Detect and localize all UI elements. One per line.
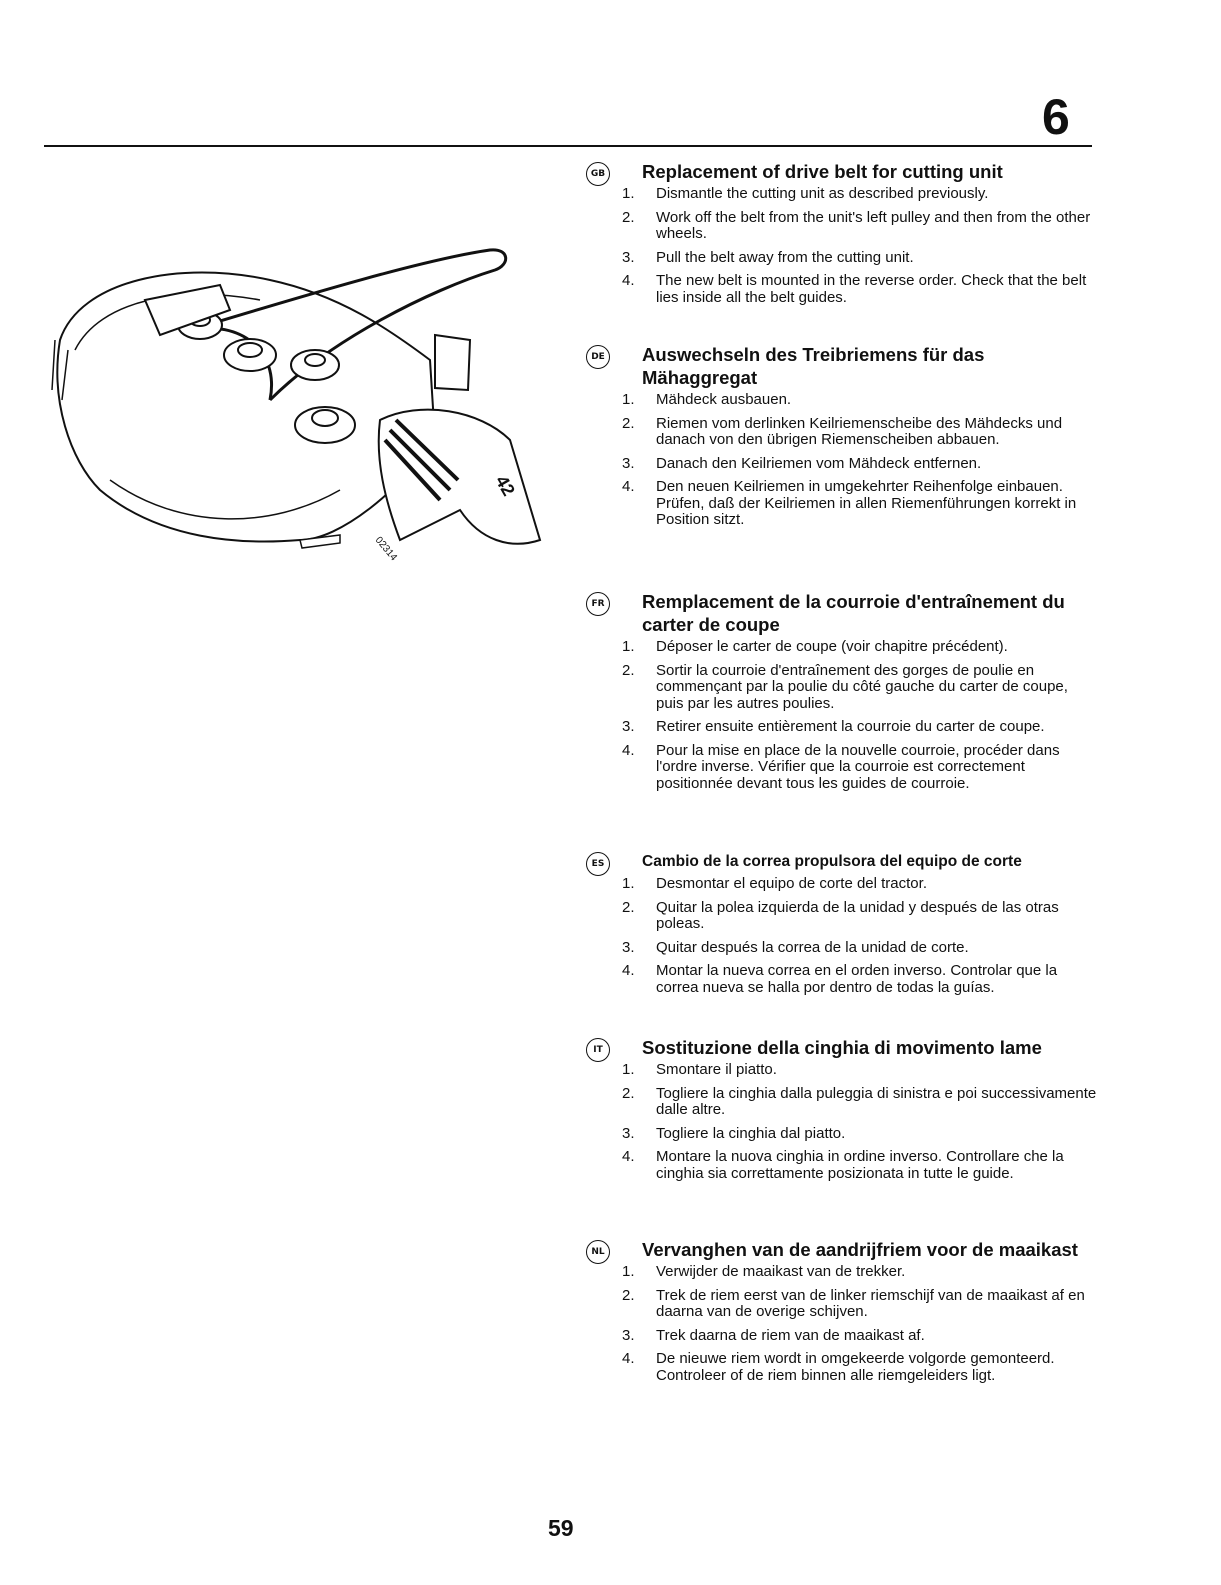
step-item: 2. Work off the belt from the unit's left pulley and then from the other wheels. bbox=[622, 208, 1091, 242]
step-item: 3. Trek daarna de riem van de maaikast af. bbox=[622, 1326, 925, 1344]
section-title: Cambio de la correa propulsora del equipo de corte bbox=[642, 853, 1022, 870]
steps-list bbox=[586, 639, 1098, 792]
step-item: 1. Mähdeck ausbauen. bbox=[622, 391, 792, 408]
header-rule bbox=[44, 145, 1092, 147]
flag-de-icon: DE bbox=[586, 345, 610, 369]
steps-list bbox=[586, 1264, 1098, 1384]
step-item: 4. Montare la nuova cinghia in ordine inverso. Controllare che la cinghia sia correttamente posizionata in tutte le guide. bbox=[622, 1148, 1064, 1182]
section-nl bbox=[586, 1238, 1098, 1391]
chapter-number: 6 bbox=[1042, 89, 1070, 145]
step-item: 1. Dismantle the cutting unit as described previously. bbox=[622, 185, 989, 202]
steps-list bbox=[586, 186, 1098, 306]
steps-list bbox=[586, 876, 1098, 996]
section-it bbox=[586, 1036, 1098, 1189]
step-item: 3. Togliere la cinghia dal piatto. bbox=[622, 1124, 846, 1142]
flag-gb-icon: GB bbox=[586, 162, 610, 186]
mower-deck-belt-illustration bbox=[40, 240, 550, 610]
section-fr bbox=[586, 590, 1098, 799]
step-item: 4. Pour la mise en place de la nouvelle courroie, procéder dans l'ordre inverse. Vérifier que la courroie est correctement positionnée devant tous les guides de courroie. bbox=[622, 741, 1060, 792]
section-title: Vervanghen van de aandrijfriem voor de maaikast bbox=[642, 1239, 1078, 1260]
step-item: 3. Quitar después la correa de la unidad de corte. bbox=[622, 938, 969, 956]
steps-list bbox=[586, 1062, 1098, 1182]
flag-nl-icon: NL bbox=[586, 1240, 610, 1264]
step-item: 3. Retirer ensuite entièrement la courroie du carter de coupe. bbox=[622, 718, 1045, 735]
deck-size-label: 42 bbox=[491, 472, 519, 500]
steps-list bbox=[586, 392, 1098, 529]
step-item: 2. Riemen vom derlinken Keilriemenscheibe des Mähdecks und danach von den übrigen Riemenscheiben abbauen. bbox=[622, 414, 1063, 448]
section-title: Sostituzione della cinghia di movimento lame bbox=[642, 1037, 1042, 1058]
step-item: 2. Togliere la cinghia dalla puleggia di sinistra e poi successivamente dalle altre. bbox=[622, 1084, 1097, 1118]
step-item: 1. Verwijder de maaikast van de trekker. bbox=[622, 1263, 906, 1280]
page-number: 59 bbox=[548, 1515, 574, 1541]
figure-code: 02314 bbox=[372, 534, 400, 564]
step-item: 1. Desmontar el equipo de corte del tractor. bbox=[622, 875, 927, 892]
step-item: 2. Quitar la polea izquierda de la unidad y después de las otras poleas. bbox=[622, 898, 1059, 932]
step-item: 4. Den neuen Keilriemen in umgekehrter Reihenfolge einbauen. Prüfen, daß der Keilriemen in allen Riemenführungen korrekt in Position sitzt. bbox=[622, 478, 1077, 528]
flag-fr-icon: FR bbox=[586, 592, 610, 616]
section-title: Replacement of drive belt for cutting unit bbox=[642, 161, 1003, 182]
section-title: Remplacement de la courroie d'entraînement du carter de coupe bbox=[642, 591, 1065, 635]
step-item: 1. Smontare il piatto. bbox=[622, 1061, 777, 1078]
step-item: 3. Danach den Keilriemen vom Mähdeck entfernen. bbox=[622, 454, 982, 472]
section-title: Auswechseln des Treibriemens für das Mähaggregat bbox=[642, 344, 985, 388]
step-item: 1. Déposer le carter de coupe (voir chapitre précédent). bbox=[622, 638, 1008, 655]
step-item: 2. Trek de riem eerst van de linker riemschijf van de maaikast af en daarna van de overige schijven. bbox=[622, 1286, 1085, 1320]
section-de bbox=[586, 343, 1098, 536]
step-item: 4. The new belt is mounted in the reverse order. Check that the belt lies inside all the belt guides. bbox=[622, 272, 1087, 306]
flag-it-icon: IT bbox=[586, 1038, 610, 1062]
step-item: 3. Pull the belt away from the cutting unit. bbox=[622, 248, 914, 266]
step-item: 4. De nieuwe riem wordt in omgekeerde volgorde gemonteerd. Controleer of de riem binnen alle riemgeleiders ligt. bbox=[622, 1350, 1055, 1384]
section-es bbox=[586, 850, 1098, 1003]
step-item: 4. Montar la nueva correa en el orden inverso. Controlar que la correa nueva se halla por dentro de todas la guías. bbox=[622, 962, 1058, 996]
section-gb bbox=[586, 160, 1098, 313]
step-item: 2. Sortir la courroie d'entraînement des gorges de poulie en commençant par la poulie du côté gauche du carter de coupe, puis par les autres poulies. bbox=[622, 661, 1068, 712]
flag-es-icon: ES bbox=[586, 852, 610, 876]
